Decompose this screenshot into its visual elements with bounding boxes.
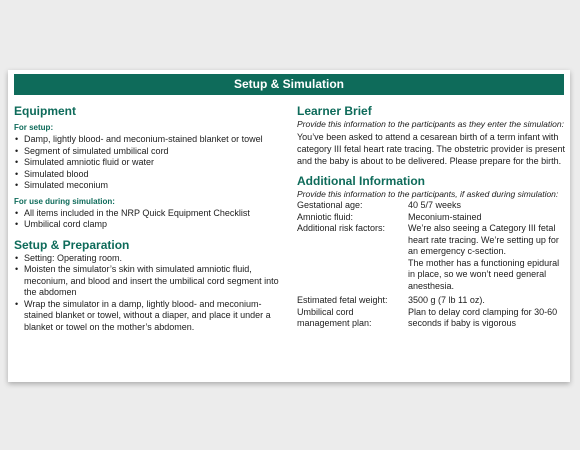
info-row [297,200,565,212]
for-setup-list [14,134,290,192]
info-label [297,258,408,293]
info-label: Amniotic fluid: [297,211,354,222]
info-value: 40 5/7 weeks [408,200,462,210]
during-simulation-label: For use during simulation: [14,196,115,206]
list-item: • Damp, lightly blood- and meconium-stained blanket or towel [14,134,290,146]
list-item: • Moisten the simulator’s skin with simulated amniotic fluid, meconium, and blood and insert the umbilical cord segment into the abdomen [14,264,290,299]
list-item: • Setting: Operating room. [14,253,290,265]
right-column [297,104,565,330]
additional-info-heading: Additional Information [297,174,425,188]
left-column [14,104,290,333]
info-value: Plan to delay cord clamping for 30-60 seconds if baby is vigorous [408,306,558,328]
info-label: Estimated fetal weight: [297,295,388,305]
list-item: • Simulated meconium [14,180,290,192]
learner-brief-text: You’ve been asked to attend a cesarean birth of a term infant with category III fetal heart rate tracing. The obstetric provider is present and the baby is about to be delivered. Please prepare for the birth. [297,132,565,166]
setup-preparation-list [14,253,290,334]
list-item: • Segment of simulated umbilical cord [14,146,290,158]
info-label: Gestational age: [297,200,363,210]
info-row [297,307,565,330]
info-row [297,295,565,307]
info-row [297,223,565,258]
info-label: Additional risk factors: [297,223,386,233]
learner-brief-heading: Learner Brief [297,104,372,118]
list-item: • Wrap the simulator in a damp, lightly blood- and meconium-stained blanket or towel, without a diaper, and place it under a blanket or towel on the mother’s abdomen. [14,299,290,334]
during-simulation-list [14,208,290,231]
list-item: • Umbilical cord clamp [14,219,290,231]
info-value: The mother has a functioning epidural in place, so we won’t need general anesthesia. [408,257,560,291]
section-banner: Setup & Simulation [14,74,564,95]
info-row [297,258,565,293]
for-setup-label: For setup: [14,123,54,132]
list-item: • Simulated amniotic fluid or water [14,157,290,169]
info-value: 3500 g (7 lb 11 oz). [408,295,485,305]
info-value: We’re also seeing a Category III fetal heart rate tracing. We’re setting up for an emergency c-section. [408,223,559,256]
additional-info-table [297,200,565,330]
info-label: Umbilical cord management plan: [297,306,372,328]
learner-brief-instruction: Provide this information to the participants as they enter the simulation: [297,119,564,129]
additional-info-instruction: Provide this information to the participants, if asked during simulation: [297,189,559,199]
equipment-heading: Equipment [14,104,76,118]
list-item: • Simulated blood [14,169,290,181]
info-row [297,212,565,224]
info-value: Meconium-stained [408,211,482,222]
simulation-card [8,70,570,382]
list-item: • All items included in the NRP Quick Equipment Checklist [14,208,290,220]
setup-preparation-heading: Setup & Preparation [14,237,130,252]
